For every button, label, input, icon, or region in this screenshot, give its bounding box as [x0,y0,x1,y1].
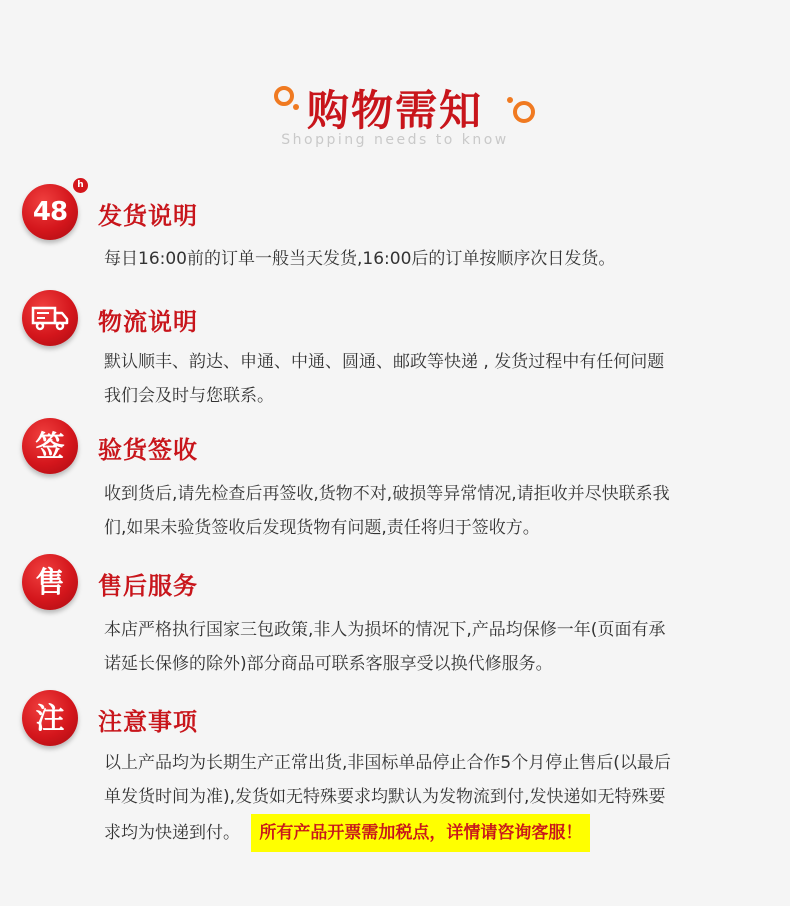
text-line: 每日16:00前的订单一般当天发货,16:00后的订单按顺序次日发货。 [104,249,616,269]
section-text [104,613,764,681]
notice-icon: 注 [22,690,78,746]
after-sale-icon: 售 [22,554,78,610]
section-title: 发货说明 [98,202,198,230]
section-text [104,746,764,852]
text-line: 诺延长保修的除外)部分商品可联系客服享受以换代修服务。 [104,654,553,674]
text-line-end: 求均为快递到付。 [104,823,240,843]
section-text [104,242,764,276]
sign-icon: 签 [22,418,78,474]
page-subtitle: Shopping needs to know [281,132,509,148]
page-header [0,70,790,160]
text-line: 收到货后,请先检查后再签收,货物不对,破损等异常情况,请拒收并尽快联系我 [104,484,670,504]
section-title: 验货签收 [98,436,198,464]
invoice-notice-highlight: 所有产品开票需加税点，详情请咨询客服！ [251,814,590,852]
section-title: 物流说明 [98,308,198,336]
48-hour-icon: 48 h [22,184,78,240]
text-line: 以上产品均为长期生产正常出货,非国标单品停止合作5个月停止售后(以最后 [104,753,671,773]
truck-icon [22,290,78,346]
text-line: 本店严格执行国家三包政策,非人为损坏的情况下,产品均保修一年(页面有承 [104,620,666,640]
page-title: 购物需知 [306,86,483,135]
text-line: 们,如果未验货签收后发现货物有问题,责任将归于签收方。 [104,518,540,538]
section-title: 售后服务 [98,572,198,600]
text-line: 单发货时间为准),发货如无特殊要求均默认为发物流到付,发快递如无特殊要 [104,787,666,807]
text-line: 我们会及时与您联系。 [104,386,274,406]
circle-dot-decoration-icon [505,94,539,126]
text-line: 默认顺丰、韵达、申通、中通、圆通、邮政等快递 , 发货过程中有任何问题 [104,352,665,372]
section-title: 注意事项 [98,708,198,736]
section-text [104,345,764,413]
section-text [104,477,764,545]
text-line [104,814,764,852]
